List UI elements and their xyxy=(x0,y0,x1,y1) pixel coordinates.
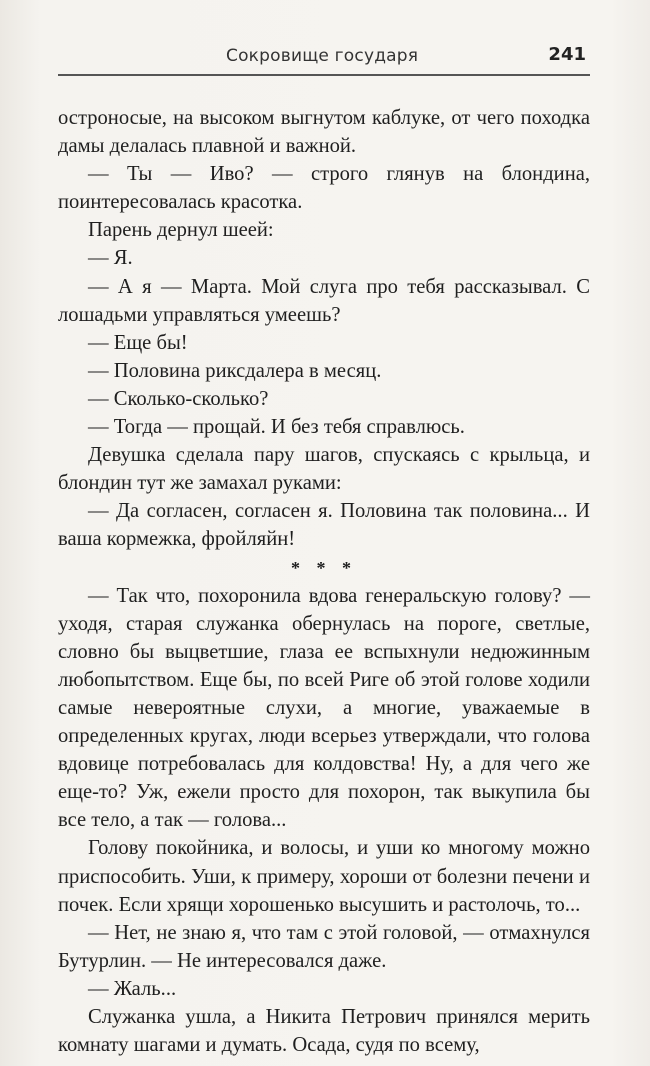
paragraph: — Я. xyxy=(88,247,133,270)
body-text xyxy=(58,104,590,1059)
page-header xyxy=(58,40,590,82)
paragraph: — Нет, не знаю я, что там с этой головой, — отмахнулся Бутурлин. — Не интересовался даже. xyxy=(58,921,590,972)
running-title: Сокровище государя xyxy=(226,46,419,66)
paragraph: Служанка ушла, а Никита Петрович принялся мерить комнату шагами и думать. Осада, судя по всему, xyxy=(58,1006,590,1057)
paragraph: — Еще бы! xyxy=(88,331,188,354)
page-number: 241 xyxy=(548,44,586,65)
paragraph: — Ты — Иво? — строго глянув на блондина, поинтересовалась красотка. xyxy=(58,163,590,214)
paragraph: — Половина риксдалера в месяц. xyxy=(88,359,382,382)
paragraph: — Тогда — прощай. И без тебя справлюсь. xyxy=(88,416,465,439)
paragraph: — Так что, похоронила вдова генеральскую голову? — уходя, старая служанка обернулась на пороге, светлые, словно бы выцветшие, глаза ее вспыхнули недюжинным любопытством. Еще бы, по всей Риге об этой голове ходили самые невероятные слухи, а многие, уважаемые в определенных кругах, люди всерьез утверждали, что голова вдовице потребовалась для колдовства! Ну, а для чего же еще-то? Уж, ежели просто для похорон, так выкупила бы все тело, а так — голова... xyxy=(58,584,590,832)
paragraph: — Сколько-сколько? xyxy=(88,387,269,410)
section-separator: * * * xyxy=(291,557,357,578)
paragraph: Парень дернул шеей: xyxy=(88,219,274,242)
paragraph: Голову покойника, и волосы, и уши ко многому можно приспособить. Уши, к примеру, хороши от болезни печени и почек. Если хрящи хорошенько высушить и растолочь, то... xyxy=(58,837,590,916)
header-rule xyxy=(58,74,590,76)
paragraph: — Жаль... xyxy=(88,977,177,1000)
paragraph: — А я — Марта. Мой слуга про тебя рассказывал. С лошадьми управляться умеешь? xyxy=(58,275,590,326)
paragraph: — Да согласен, согласен я. Половина так половина... И ваша кормежка, фройляйн! xyxy=(58,500,590,551)
paragraph: остроносые, на высоком выгнутом каблуке, от чего походка дамы делалась плавной и важной. xyxy=(58,107,590,158)
paragraph: Девушка сделала пару шагов, спускаясь с крыльца, и блондин тут же замахал руками: xyxy=(58,444,590,495)
